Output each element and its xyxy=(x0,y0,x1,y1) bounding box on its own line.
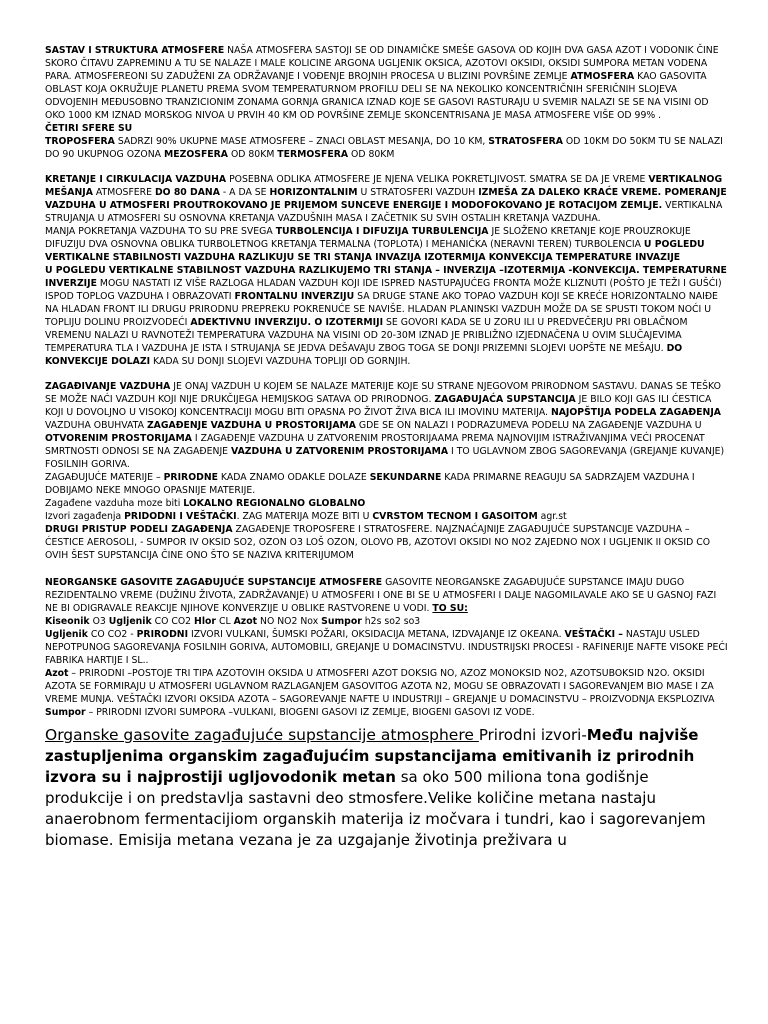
text-run: VAZDUHA OBUHVATA xyxy=(45,420,147,431)
text-run: – PRIRODNI IZVORI SUMPORA –VULKANI, BIOGENI GASOVI IZ ZEMLJE, BIOGENI GASOVI IZ VODE. xyxy=(85,707,535,718)
text-run: Sumpor xyxy=(45,707,86,718)
text-run: ATMOSFERE xyxy=(92,187,155,198)
text-run: NAŠA ATMOSFERA SASTOJI SE OD DINAMIČKE SMEŠE GASOVA OD KOJIH DVA GASA AZOT I VODONIK ČINE SKORO ČITAVU ZAPREMINU A TU SE NALAZE I MALE KOLICINE ARGONA UGLJENIK OKSICA, AZOTOVI OKSIDI, OKSIDI SUMPORA METAN VODENA PARA. ATMOSFEREONI SU ZADUŽENI ZA ODRŽAVANJE I VOĐENJE BROJNIH PROCESA U BLIZINI POVRŠINE ZEMLJE xyxy=(45,45,719,82)
text-run: NO NO2 Nox xyxy=(257,616,322,627)
text-run: VERTIKALNA STRUJANJA U ATMOSFERI SU OSNOVNA KRETANJA VAZDUŠNIH MASA I ZAČETNIK SU SVIH OSTALIH KRETANJA VAZDUHA. xyxy=(45,200,723,224)
text-run: ČETIRI SFERE SU xyxy=(45,123,133,134)
text-run: JE ONAJ VAZDUH U KOJEM SE NALAZE MATERIJE KOJE SU STRANE NJEGOVOM PRIRODNOM SASTAVU. DANAS SE TEŠKO SE MOŽE NAĆI VAZDUH KOJI NIJE DRUKČIJEGA HEMIJSKOG SATAVA OD PRIRODNOG. xyxy=(45,381,721,405)
text-run: ZAGAĐIVANJE VAZDUHA xyxy=(45,381,171,392)
text-run: PRIRODNI xyxy=(136,629,189,640)
text-run: PRIDODNI I VEŠTAČKI xyxy=(124,511,237,522)
text-run: h2s so2 so3 xyxy=(361,616,421,627)
text-run: KADA SU DONJI SLOJEVI VAZDUHA TOPLIJI OD GORNJIH. xyxy=(150,356,411,367)
text-run: OD 10KM DO 50KM TU SE NALAZI DO 90 UKUPNOG OZONA xyxy=(45,136,723,160)
paragraph-air-pollution xyxy=(45,380,731,471)
text-run: IZMEŠA ZA DALEKO KRAĆE VREME. POMERANJE VAZDUHA U ATMOSFERI PROUTROKOVANO JE PRIJEMOM SUNCEVE ENERGIJE I MODOFOKOVANO JE ROTACIJOM ZEMLJE. xyxy=(45,187,727,211)
text-run: JE BILO KOJI GAS ILI ĆESTICA KOJI U DOVOLJNO U VISOKOJ KONCENTRACIJI MOGU BITI OPASNA PO ŽIVOT ŽIVA BICA ILI IMOVINU MATERIJA. xyxy=(45,394,712,418)
text-run: ZAGAĐENJE TROPOSFERE I STRATOSFERE. NAJZNAĆAJNIJE ZAGAĐUJUĆE SUPSTANCIJE VAZDUHA – ĆESTICE AEROSOLI, - SUMPOR IV OKSID SO2, OZON O3 LOŠ OZON, OLOVO PB, AZOTOVI OKSIDI NO NO2 ZAJEDNO NOX I UGLJENIK II OKSID CO OVIH ŠEST SUPSTANCIJA ČINE ONO ŠTO SE NAZIVA KRITERIJUMOM xyxy=(45,524,711,561)
text-run: LOKALNO REGIONALNO GLOBALNO xyxy=(183,498,366,509)
paragraph-second-approach xyxy=(45,523,731,562)
text-run: JE SLOŽENO KRETANJE KOJE PROUZROKUJE DIFUZIJU DVA OSNOVNA OBLIKA TURBOLETNOG KRETANJA TERMALNA (TOPLOTA) I MEHANIĆKA (NERAVNI TEREN) TURBOLENCIA xyxy=(45,226,691,250)
text-run: Zagađene vazduha moze biti xyxy=(45,498,184,509)
text-run: HORIZONTALNIM xyxy=(269,187,358,198)
text-run: FRONTALNU INVERZIJU xyxy=(234,291,355,302)
paragraph-nitrogen xyxy=(45,667,731,706)
paragraph-four-spheres xyxy=(45,135,731,161)
text-run: I ZAGAĐENJE VAZDUHA U ZATVORENIM PROSTORIJAAMA PREMA NAJNOVIJIM ISTRAŽIVANJIMA VEĆI PROCENAT SMRTNOSTI ODNOSI SE NA ZAGAĐENJE xyxy=(45,433,705,457)
text-run: KRETANJE I CIRKULACIJA VAZDUHA xyxy=(45,174,227,185)
text-run: CVRSTOM TECNOM I GASOITOM xyxy=(372,511,538,522)
paragraph-inorganic-gases xyxy=(45,576,731,615)
text-run: KADA PRIMARNE REAGUJU SA SADRZAJEM VAZDUHA I DOBIJAMO NEKE MNOGO OPASNIJE MATERIJE. xyxy=(45,472,695,496)
text-run: POSEBNA ODLIKA ATMOSFERE JE NJENA VELIKA POKRETLJIVOST. SMATRA SE DA JE VREME xyxy=(226,174,649,185)
text-run: TROPOSFERA xyxy=(45,136,115,147)
text-run: Kiseonik xyxy=(45,616,90,627)
text-run: VEŠTAČKI – xyxy=(564,629,623,640)
text-run: ZAGAĐUJAĆA SUPSTANCIJA xyxy=(434,394,576,405)
paragraph-atmosphere-composition xyxy=(45,44,731,122)
text-run: Sumpor xyxy=(321,616,362,627)
text-run: KAO GASOVITA OBLAST KOJA OKRUŽUJE PLANETU PREMA SVOM TEMPERATURNOM PROFILU DELI SE NA NEKOLIKO KONCENTRIČNIH SFERIČNIH SLOJEVA ODVOJENIH MEĐUSOBNO TRANZICIONIM ZONAMA GORNJA GRANICA IZNAD KOJE SE GASOVI RASTURAJU U SVEMIR NALAZI SE SE NA VISINI OD OKO 1000 KM IZNAD MORSKOG NIVOA U PRVIH 40 KM OD POVRŠINE ZEMLJE SKONCENTRISANA JE MASA ATMOSFERE VIŠE OD 99% . xyxy=(45,71,709,121)
text-run: CO CO2 xyxy=(151,616,195,627)
paragraph-carbon xyxy=(45,628,731,667)
text-run: STRATOSFERA xyxy=(488,136,563,147)
text-run: KADA ZNAMO ODAKLE DOLAZE xyxy=(217,472,370,483)
paragraph-four-spheres-heading xyxy=(45,122,731,135)
paragraph-sulfur xyxy=(45,706,731,719)
text-run: – PRIRODNI –POSTOJE TRI TIPA AZOTOVIH OKSIDA U ATMOSFERI AZOT DOKSIG NO, AZOZ MONOKSID NO2, AZOTSUBOKSID N2O. OKSIDI AZOTA SE FORMIRAJU U ATMOSFERI UGLAVNOM RAZLAGANJEM GASOVITOG AZOTA N2, MOGU SE OBRAZOVATI I SAGOREVANJEM BIO MASE I ZA VREME MUNJA. VEŠTAČKI IZVORI OKSIDA AZOTA – SAGOREVANJE NAFTE U INDUSTRIJI – GREJANJE U DOMACINSTVU – PROIZVODNJA EKSPLOZIVA xyxy=(45,668,715,705)
text-run: - A DA SE xyxy=(219,187,270,198)
text-run: Hlor xyxy=(194,616,216,627)
text-run: SADRZI 90% UKUPNE MASE ATMOSFERE – ZNACI OBLAST MESANJA, DO 10 KM, xyxy=(114,136,489,147)
text-run: DO 80 DANA xyxy=(154,187,220,198)
text-run: U POGLEDU VERTIKALNE STABILNOSTI VAZDUHA RAZLIKUJU SE TRI STANJA INVAZIJA IZOTERMIJA KONVEKCIJA TEMPERATURE INVAZIJE xyxy=(45,239,705,263)
text-run: sa oko 500 miliona tona godišnje produkcije i on predstavlja sastavni deo stmosfere.Velike količine metana nastaju anaerobnom fermentacijiom organskih materija iz močvara i tundri, kao i sagorevanjem biomase. Emisija metana vezana je za uzgajanje životinja preživara u xyxy=(45,768,706,849)
text-run: DRUGI PRISTUP PODELI ZAGAĐENJA xyxy=(45,524,233,535)
text-run: NEORGANSKE GASOVITE ZAGAĐUJUĆE SUPSTANCIJE ATMOSFERE xyxy=(45,577,383,588)
text-run: IZVORI VULKANI, ŠUMSKI POŽARI, OKSIDACIJA METANA, IZDVAJANJE IZ OKEANA. xyxy=(188,629,565,640)
paragraph-inversion xyxy=(45,264,731,368)
text-run: TERMOSFERA xyxy=(277,149,349,160)
text-run: CL xyxy=(216,616,234,627)
text-run: SASTAV I STRUKTURA ATMOSFERE xyxy=(45,45,225,56)
paragraph-organic-gases xyxy=(45,725,731,851)
text-run: U POGLEDU VERTIKALNE STABILNOST VAZDUHA RAZLIKUJEMO TRI STANJA – INVERZIJA –IZOTERMIJA -KONVEKCIJA. TEMPERATURNE INVERZIJE xyxy=(45,265,727,289)
text-run: NAJOPŠTIJA PODELA ZAGAĐENJA xyxy=(550,407,721,418)
text-run: MOGU NASTATI IZ VIŠE RAZLOGA HLADAN VAZDUH KOJI IDE ISPRED NASTUPAJUĆEG FRONTA MOŽE KLIZNUTI (POŠTO JE TEŽI I GUŠĆI) ISPOD TOPLOG VAZDUHA I OBRAZOVATI xyxy=(45,278,722,302)
text-run: Organske gasovite zagađujuće supstancije atmosphere xyxy=(45,726,479,744)
text-run: Azot xyxy=(233,616,258,627)
text-run: Ugljenik xyxy=(45,629,88,640)
text-run: Među najviše zastupljenima organskim zagađujućim supstancijama emitivanih iz prirodnih izvora su i najprostiji ugljovodonik metan xyxy=(45,726,699,786)
text-run: OD 80KM xyxy=(348,149,395,160)
text-run: Izvori zagađenja xyxy=(45,511,125,522)
text-run: NASTAJU USLED NEPOTPUNOG SAGOREVANJA FOSILNIH GORIVA, AUTOMOBILI, GREJANJE U DOMACINSTVU. INDUSTRIJSKI PROCESI - RAFINERIJE NAFTE VISOKE PEĆI FABRIKA HARTIJE I SL.. xyxy=(45,629,728,666)
text-run: OTVORENIM PROSTORIJAMA xyxy=(45,433,192,444)
text-run: . ZAG MATERIJA MOZE BITI U xyxy=(236,511,373,522)
document-page xyxy=(45,44,731,851)
text-run: SA DRUGE STANE AKO TOPAO VAZDUH KOJI SE KREĆE HORIZONTALNO NAIĐE NA HLADAN FRONT ILI DRUGU PRIRODNU PREPREKU POKRENUĆE SE NAVIŠE. HLADAN PLANINSKI VAZDUH MOŽE DA SE SPUSTI TOKOM NOĆI U TOPLIJU DOLINU PROIZVODEĆI xyxy=(45,291,718,328)
paragraph-pollution-scope xyxy=(45,497,731,510)
text-run: agr.st xyxy=(537,511,567,522)
text-run: GDE SE ON NALAZI I PODRAZUMEVA PODELU NA ZAGAĐENJE VAZDUHA U xyxy=(355,420,702,431)
text-run: ATMOSFERA xyxy=(570,71,635,82)
paragraph-pollutant-types xyxy=(45,471,731,497)
text-run: GASOVITE NEORGANSKE ZAGAĐUJUĆE SUPSTANCE IMAJU DUGO REZIDENTALNO VREME (DUŽINU ŽIVOTA, ZADRŽAVANJE) U ATMOSFERI I ONE BI SE U ATMOSFERI I DALJE NAGOMILAVALE AKO SE U GASNOJ FAZI NE BI ODIGRAVALE REAKCIJE NJIHOVE KONVERZIJE U OBLIKE RASTVORENE U VODI. xyxy=(45,577,717,614)
paragraph-gas-list xyxy=(45,615,731,628)
text-run: Ugljenik xyxy=(108,616,152,627)
text-run: TURBOLENCIJA I DIFUZIJA TURBULENCIJA xyxy=(275,226,489,237)
text-run: ADEKTIVNU INVERZIJU. O IZOTERMIJI xyxy=(190,317,384,328)
text-run: MEZOSFERA xyxy=(164,149,228,160)
paragraph-pollution-sources xyxy=(45,510,731,523)
text-run: VERTIKALNOG MEŠANJA xyxy=(45,174,723,198)
text-run: Prirodni izvori- xyxy=(478,726,587,744)
text-run: Azot xyxy=(45,668,69,679)
paragraph-turbulence xyxy=(45,225,731,264)
text-run: ZAGAĐUJUĆE MATERIJE – xyxy=(45,472,164,483)
paragraph-air-circulation xyxy=(45,173,731,225)
text-run: O3 xyxy=(89,616,109,627)
text-run: OD 80KM xyxy=(228,149,278,160)
text-run: TO SU: xyxy=(432,603,468,614)
text-run: VAZDUHA U ZATVORENIM PROSTORIJAMA xyxy=(231,446,449,457)
text-run: SE GOVORI KADA SE U ZORU ILI U PREDVEČERJU PRI OBLAČNOM VREMENU NALAZI U RAVNOTEŽI TEMPERATURA VAZDUHA NA VISINI OD 20-30M IZNAD JE PRIBLIŽNO IZJEDNAČENA U OVIM SLUČAJEVIMA TEMPERATURA TLA I VAZDUHA JE ISTA I STRUJANJA SE JEDVA DEŠAVAJU ZBOG TOGA SE DONJI PRIZEMNI SLOJEVI UOPŠTE NE MEŠAJU. xyxy=(45,317,688,354)
text-run: U STRATOSFERI VAZDUH xyxy=(357,187,479,198)
text-run: MANJA POKRETANJA VAZDUHA TO SU PRE SVEGA xyxy=(45,226,276,237)
text-run: PRIRODNE xyxy=(163,472,218,483)
text-run: CO CO2 - xyxy=(87,629,137,640)
text-run: DO KONVEKCIJE DOLAZI xyxy=(45,343,683,367)
text-run: ZAGAĐENJE VAZDUHA U PROSTORIJAMA xyxy=(146,420,356,431)
text-run: I TO UGLAVNOM ZBOG SAGOREVANJA (GREJANJE KUVANJE) FOSILNIH GORIVA. xyxy=(45,446,725,470)
text-run: SEKUNDARNE xyxy=(369,472,442,483)
